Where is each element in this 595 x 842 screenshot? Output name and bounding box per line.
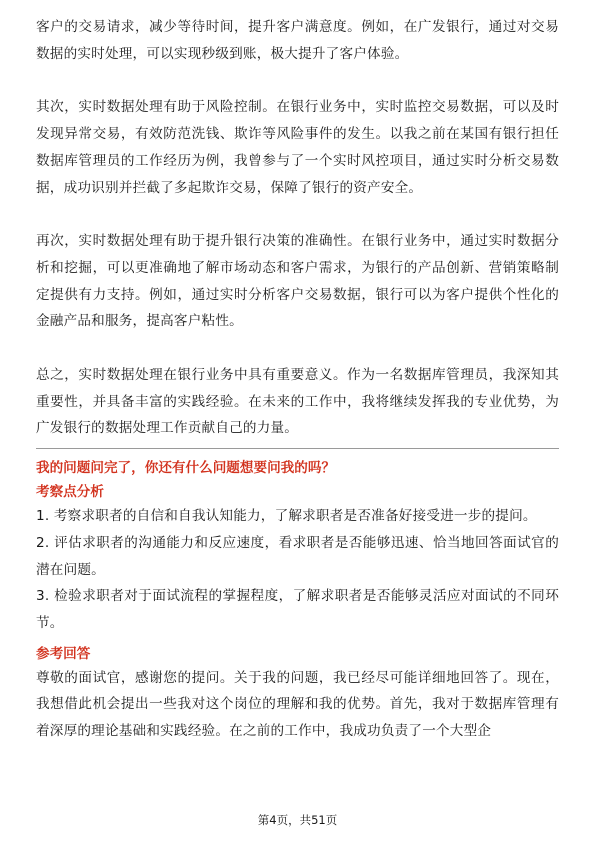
section-divider [36,448,559,449]
body-paragraph: 总之，实时数据处理在银行业务中具有重要意义。作为一名数据库管理员，我深知其重要性，并具备丰富的实践经验。在未来的工作中，我将继续发挥我的专业优势，为广发银行的数据处理工作贡献自己的力量。 [36,367,559,437]
analysis-item: 3. 检验求职者对于面试流程的掌握程度，了解求职者是否能够灵活应对面试的不同环节。 [36,588,559,631]
analysis-heading: 考察点分析 [36,484,104,501]
interview-question: 我的问题问完了，你还有什么问题想要问我的吗？ [36,460,336,477]
analysis-item: 1. 考察求职者的自信和自我认知能力，了解求职者是否准备好接受进一步的提问。 [36,508,537,525]
answer-paragraph: 尊敬的面试官，感谢您的提问。关于我的问题，我已经尽可能详细地回答了。现在，我想借此机会提出一些我对这个岗位的理解和我的优势。首先，我对于数据库管理有着深厚的理论基础和实践经验。在之前的工作中，我成功负责了一个大型企 [36,669,559,740]
document-page [36,14,559,745]
answer-heading: 参考回答 [36,645,91,662]
body-paragraph: 再次，实时数据处理有助于提升银行决策的准确性。在银行业务中，通过实时数据分析和挖掘，可以更准确地了解市场动态和客户需求，为银行的产品创新、营销策略制定提供有力支持。例如，通过实时分析客户交易数据，银行可以为客户提供个性化的金融产品和服务，提高客户粘性。 [36,233,559,330]
body-paragraph: 客户的交易请求，减少等待时间，提升客户满意度。例如，在广发银行，通过对交易数据的实时处理，可以实现秒级到账，极大提升了客户体验。 [36,19,559,62]
page-number: 第4页，共51页 [257,813,338,827]
analysis-item: 2. 评估求职者的沟通能力和反应速度，看求职者是否能够迅速、恰当地回答面试官的潜在问题。 [36,534,559,578]
body-paragraph: 其次，实时数据处理有助于风险控制。在银行业务中，实时监控交易数据，可以及时发现异常交易，有效防范洗钱、欺诈等风险事件的发生。以我之前在某国有银行担任数据库管理员的工作经历为例，我曾参与了一个实时风控项目，通过实时分析交易数据，成功识别并拦截了多起欺诈交易，保障了银行的资产安全。 [36,99,559,196]
